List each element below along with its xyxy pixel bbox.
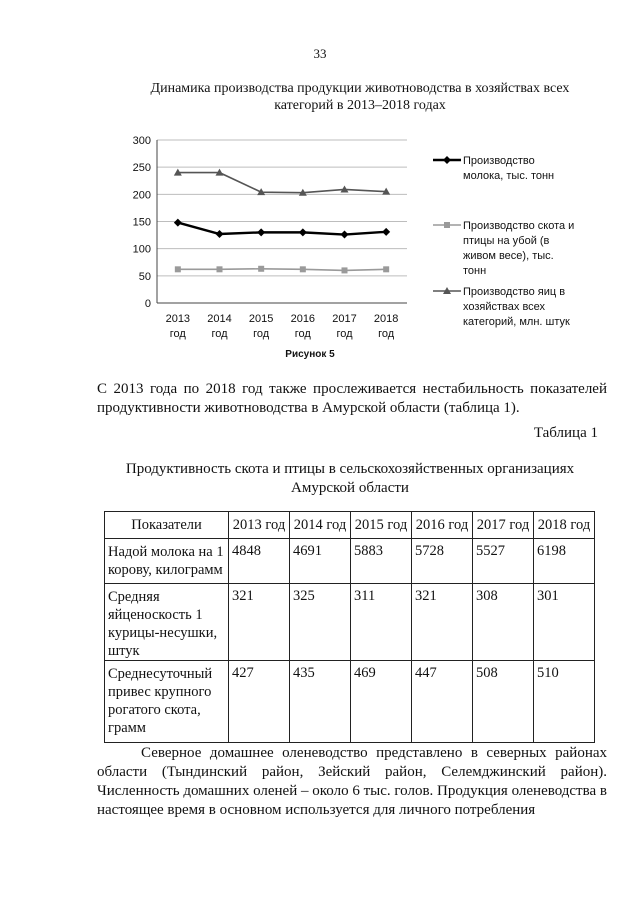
x-tick-label: 2016 (290, 313, 316, 325)
series-line (178, 173, 386, 193)
page-number: 33 (313, 46, 327, 61)
header-2016: 2016 год (412, 512, 473, 539)
legend-label: Производство скота и (463, 220, 575, 232)
paragraph-productivity: С 2013 года по 2018 год также прослеживается нестабильность показателей продуктивности животноводства в Амурской области (таблица 1). (97, 381, 607, 416)
data-point (217, 266, 223, 272)
table-cell: 321 (229, 584, 290, 661)
x-tick-label: год (253, 328, 270, 340)
table-cell: 469 (351, 661, 412, 743)
data-point (383, 266, 389, 272)
y-tick-label: 250 (132, 162, 151, 175)
data-point (300, 266, 306, 272)
productivity-table (104, 511, 595, 743)
data-point (342, 267, 348, 273)
legend-label: молока, тыс. тонн (463, 170, 555, 182)
data-point (444, 222, 450, 228)
row-label: Надой молока на 1 корову, килограмм (105, 539, 229, 584)
table-header-row (105, 512, 595, 539)
data-point (258, 266, 264, 272)
x-tick-label: год (294, 328, 311, 340)
x-tick-label: год (211, 328, 228, 340)
y-tick-label: 0 (144, 298, 151, 310)
legend-label: живом весе), тыс. (463, 250, 554, 262)
x-tick-label: год (169, 328, 186, 340)
table-cell: 4691 (290, 539, 351, 584)
table-cell: 6198 (534, 539, 595, 584)
table-cell: 427 (229, 661, 290, 743)
table-label: Таблица 1 (533, 425, 598, 441)
x-tick-label: 2018 (373, 313, 399, 325)
legend-label: птицы на убой (в (463, 235, 550, 247)
data-point (299, 228, 307, 236)
data-point (175, 266, 181, 272)
legend-label: Производство (463, 155, 535, 167)
table-cell: 5728 (412, 539, 473, 584)
legend-label: категорий, млн. штук (463, 316, 570, 328)
line-chart (115, 128, 595, 346)
table-cell: 5527 (473, 539, 534, 584)
table-cell: 447 (412, 661, 473, 743)
x-tick-label: год (378, 328, 395, 340)
row-label: Среднесуточный привес крупного рогатого скота, грамм (105, 661, 229, 743)
table-row-egg-yield (105, 584, 595, 661)
paragraph-reindeer: Северное домашнее оленеводство представлено в северных районах области (Тындинский район, Зейский район, Селемджинский район). Численность домашних оленей – около 6 тыс. голов. Продукция оленеводства в настоящее время в основном используется для личного потребления (97, 745, 607, 818)
y-tick-label: 150 (132, 216, 151, 229)
table-cell: 510 (534, 661, 595, 743)
header-2013: 2013 год (229, 512, 290, 539)
table-cell: 311 (351, 584, 412, 661)
legend-label: тонн (463, 265, 487, 277)
y-tick-label: 200 (132, 189, 151, 202)
data-point (382, 228, 390, 236)
y-tick-label: 50 (138, 270, 151, 283)
x-tick-label: 2013 (165, 313, 191, 325)
table-row-weight-gain (105, 661, 595, 743)
x-tick-label: 2017 (332, 313, 357, 325)
series-line (178, 269, 386, 271)
table-row-milk-yield (105, 539, 595, 584)
legend-label: хозяйствах всех (463, 301, 546, 313)
chart-title-line-2: категорий в 2013–2018 годах (274, 98, 446, 113)
header-2015: 2015 год (351, 512, 412, 539)
y-tick-label: 300 (132, 135, 151, 147)
data-point (216, 230, 224, 238)
chart-title (120, 80, 600, 114)
table-title-line-2: Амурской области (291, 480, 409, 496)
data-point (443, 156, 451, 164)
series-line (178, 223, 386, 235)
header-2018: 2018 год (534, 512, 595, 539)
table-cell: 435 (290, 661, 351, 743)
x-tick-label: 2014 (207, 313, 232, 325)
x-tick-label: год (336, 328, 353, 340)
table-cell: 4848 (229, 539, 290, 584)
table-title-line-1: Продуктивность скота и птицы в сельскохозяйственных организациях (125, 461, 575, 477)
table-cell: 325 (290, 584, 351, 661)
table-title (100, 460, 600, 498)
table-cell: 508 (473, 661, 534, 743)
table-cell: 321 (412, 584, 473, 661)
table-cell: 301 (534, 584, 595, 661)
header-2017: 2017 год (473, 512, 534, 539)
row-label: Средняя яйценоскость 1 курицы-несушки, штук (105, 584, 229, 661)
legend-label: Производство яиц в (463, 286, 566, 298)
figure-caption: Рисунок 5 (285, 349, 335, 360)
table-cell: 308 (473, 584, 534, 661)
data-point (341, 231, 349, 239)
x-tick-label: 2015 (248, 313, 274, 325)
y-tick-label: 100 (132, 243, 151, 256)
header-indicators: Показатели (105, 512, 229, 539)
header-2014: 2014 год (290, 512, 351, 539)
data-point (174, 219, 182, 227)
data-point (257, 228, 265, 236)
chart-title-line-1: Динамика производства продукции животноводства в хозяйствах всех (150, 81, 570, 96)
table-cell: 5883 (351, 539, 412, 584)
